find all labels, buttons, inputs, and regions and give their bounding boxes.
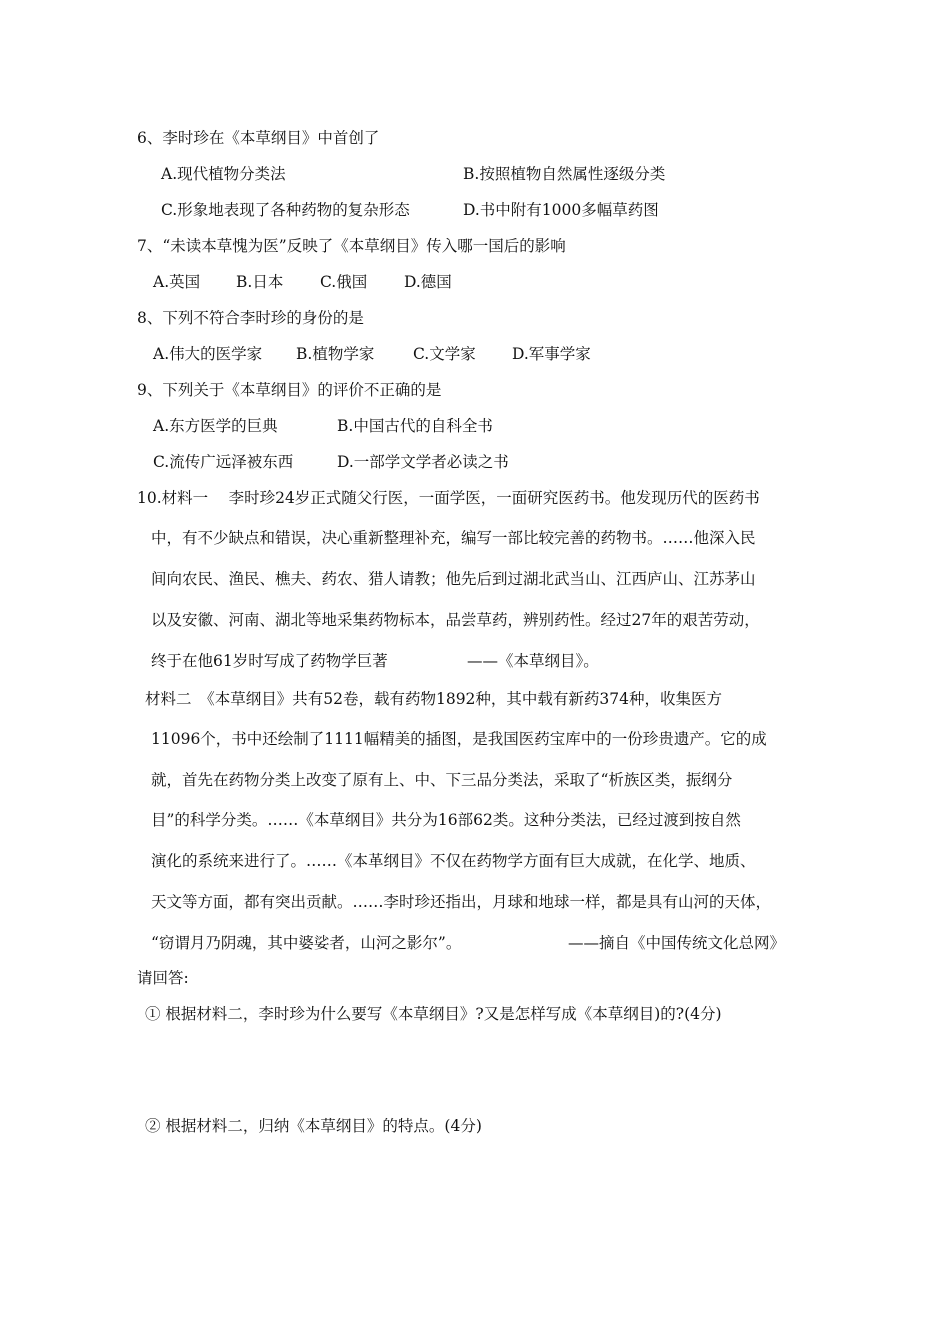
q10-subquestion-1: ① 根据材料二，李时珍为什么要写《本草纲目》?又是怎样写成《本草纲目)的?(4分) [145, 1005, 722, 1023]
q9-option-b: B.中国古代的自科全书 [337, 417, 493, 435]
q10-material1-line-3: 间向农民、渔民、樵夫、药农、猎人请教；他先后到过湖北武当山、江西庐山、江苏茅山 [151, 570, 756, 588]
q10-material2-line-4: 目”的科学分类。……《本草纲目》共分为16部62类。这种分类法，已经过渡到按自然 [151, 811, 741, 829]
q8-stem: 8、下列不符合李时珍的身份的是 [137, 309, 364, 327]
q10-material2-line-5: 演化的系统来进行了。……《本革纲目》不仅在药物学方面有巨大成就，在化学、地质、 [151, 852, 756, 870]
q8-option-c: C.文学家 [413, 345, 476, 363]
q10-material2-line-1: 材料二 《本草纲目》共有52卷，载有药物1892种，其中载有新药374种，收集医方 [145, 690, 723, 708]
q10-material2-line-7: “窃谓月乃阴魂，其中婆娑者，山河之影尔”。 [151, 934, 462, 952]
q9-option-c: C.流传广远泽被东西 [153, 453, 294, 471]
q7-option-c: C.俄国 [320, 273, 368, 291]
q10-material2-line-3: 就，首先在药物分类上改变了原有上、中、下三品分类法，采取了“析族区类，振纲分 [151, 771, 733, 789]
q10-prompt: 请回答: [137, 969, 189, 987]
q7-stem: 7、“未读本草愧为医”反映了《本草纲目》传入哪一国后的影响 [137, 237, 566, 255]
q6-option-a: A.现代植物分类法 [161, 165, 286, 183]
q10-material2-line-6: 天文等方面，都有突出贡献。……李时珍还指出，月球和地球一样，都是具有山河的天体， [151, 893, 772, 911]
q10-material1-line-1: 10.材料一 李时珍24岁正式随父行医，一面学医，一面研究医药书。他发现历代的医药书 [137, 489, 760, 507]
q10-material1-line-5: 终于在他61岁时写成了药物学巨著 [151, 652, 388, 670]
q6-stem: 6、李时珍在《本草纲目》中首创了 [137, 129, 380, 147]
q9-option-a: A.东方医学的巨典 [153, 417, 278, 435]
q10-subquestion-2: ② 根据材料二，归纳《本草纲目》的特点。(4分) [145, 1117, 482, 1135]
q8-option-a: A.伟大的医学家 [153, 345, 263, 363]
q10-material2-line-2: 11096个，书中还绘制了1111幅精美的插图，是我国医药宝库中的一份珍贵遗产。它的成 [151, 730, 767, 748]
q6-option-d: D.书中附有1000多幅草药图 [463, 201, 659, 219]
q7-option-d: D.德国 [404, 273, 452, 291]
q9-stem: 9、下列关于《本草纲目》的评价不正确的是 [137, 381, 442, 399]
q7-option-b: B.日本 [236, 273, 284, 291]
q7-option-a: A.英国 [153, 273, 201, 291]
q8-option-b: B.植物学家 [296, 345, 375, 363]
q9-option-d: D.一部学文学者必读之书 [337, 453, 509, 471]
q10-material1-source: ——《本草纲目》。 [467, 652, 599, 670]
q6-option-c: C.形象地表现了各种药物的复杂形态 [161, 201, 410, 219]
q6-option-b: B.按照植物自然属性逐级分类 [463, 165, 666, 183]
q10-material2-source: ——摘自《中国传统文化总网》 [568, 934, 786, 952]
q10-material1-line-2: 中，有不少缺点和错误，决心重新整理补充，编写一部比较完善的药物书。……他深入民 [151, 529, 756, 547]
q8-option-d: D.军事学家 [512, 345, 591, 363]
q10-material1-line-4: 以及安徽、河南、湖北等地采集药物标本，品尝草药，辨别药性。经过27年的艰苦劳动， [151, 611, 760, 629]
